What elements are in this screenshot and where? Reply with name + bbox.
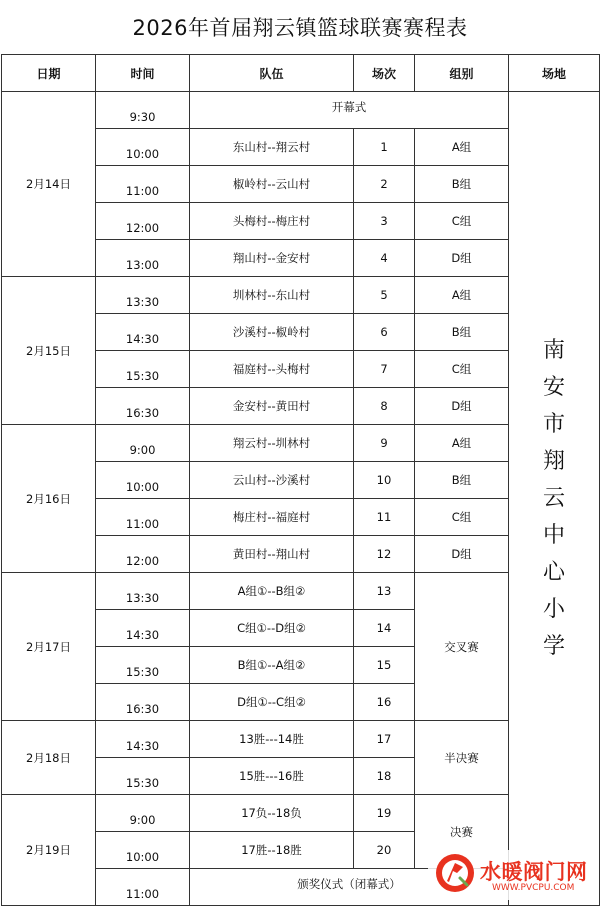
teams-cell: 翔云村--圳林村: [190, 425, 354, 462]
teams-cell: 东山村--翔云村: [190, 129, 354, 166]
time-cell: 9:30: [96, 92, 190, 129]
teams-cell: 17负--18负: [190, 795, 354, 832]
watermark: [428, 850, 598, 900]
teams-cell: 圳林村--东山村: [190, 277, 354, 314]
header-venue: 场地: [509, 55, 600, 92]
group-cell: B组: [415, 462, 509, 499]
round-cell: 16: [354, 684, 415, 721]
venue-char: 中: [542, 523, 565, 548]
time-cell: 14:30: [96, 721, 190, 758]
group-cell: C组: [415, 203, 509, 240]
ceremony-cell: 开幕式: [190, 92, 509, 129]
round-cell: 17: [354, 721, 415, 758]
group-cell: 决赛: [415, 795, 509, 869]
time-cell: 13:30: [96, 277, 190, 314]
header-round: 场次: [354, 55, 415, 92]
group-cell: D组: [415, 388, 509, 425]
header-teams: 队伍: [190, 55, 354, 92]
time-cell: 10:00: [96, 832, 190, 869]
venue-cell: [509, 92, 600, 906]
round-cell: 6: [354, 314, 415, 351]
header-date: 日期: [2, 55, 96, 92]
time-cell: 16:30: [96, 388, 190, 425]
venue-char: 小: [542, 597, 565, 622]
venue-char: 南: [542, 338, 565, 363]
round-cell: 9: [354, 425, 415, 462]
group-cell: D组: [415, 536, 509, 573]
header-time: 时间: [96, 55, 190, 92]
venue-char: 安: [542, 375, 565, 400]
group-cell: B组: [415, 166, 509, 203]
time-cell: 12:00: [96, 203, 190, 240]
round-cell: 1: [354, 129, 415, 166]
round-cell: 15: [354, 647, 415, 684]
teams-cell: 翔山村--金安村: [190, 240, 354, 277]
round-cell: 13: [354, 573, 415, 610]
teams-cell: 金安村--黄田村: [190, 388, 354, 425]
date-cell: 2月19日: [2, 795, 96, 906]
table-row: [2, 92, 600, 129]
pipe-logo-icon: [434, 852, 476, 894]
round-cell: 11: [354, 499, 415, 536]
time-cell: 15:30: [96, 758, 190, 795]
teams-cell: 13胜---14胜: [190, 721, 354, 758]
group-cell: C组: [415, 499, 509, 536]
time-cell: 11:00: [96, 166, 190, 203]
date-cell: 2月18日: [2, 721, 96, 795]
group-cell: C组: [415, 351, 509, 388]
round-cell: 18: [354, 758, 415, 795]
time-cell: 12:00: [96, 536, 190, 573]
round-cell: 5: [354, 277, 415, 314]
time-cell: 16:30: [96, 684, 190, 721]
time-cell: 11:00: [96, 499, 190, 536]
round-cell: 12: [354, 536, 415, 573]
time-cell: 9:00: [96, 795, 190, 832]
watermark-text: 水暖阀门网: [480, 860, 588, 884]
time-cell: 10:00: [96, 462, 190, 499]
round-cell: 20: [354, 832, 415, 869]
time-cell: 10:00: [96, 129, 190, 166]
watermark-url: WWW.PVCPU.COM: [492, 883, 575, 893]
group-cell: A组: [415, 277, 509, 314]
date-cell: 2月16日: [2, 425, 96, 573]
round-cell: 7: [354, 351, 415, 388]
time-cell: 14:30: [96, 610, 190, 647]
venue-char: 心: [542, 560, 565, 585]
header-group: 组别: [415, 55, 509, 92]
round-cell: 8: [354, 388, 415, 425]
round-cell: 19: [354, 795, 415, 832]
group-cell: D组: [415, 240, 509, 277]
venue-char: 云: [542, 486, 565, 511]
group-cell: 交叉赛: [415, 573, 509, 721]
teams-cell: 椒岭村--云山村: [190, 166, 354, 203]
time-cell: 11:00: [96, 869, 190, 906]
time-cell: 15:30: [96, 647, 190, 684]
round-cell: 2: [354, 166, 415, 203]
group-cell: A组: [415, 425, 509, 462]
page-title: 2026年首届翔云镇篮球联赛赛程表: [132, 16, 468, 40]
time-cell: 14:30: [96, 314, 190, 351]
teams-cell: D组①--C组②: [190, 684, 354, 721]
venue-char: 学: [542, 634, 565, 659]
group-cell: A组: [415, 129, 509, 166]
venue-char: 翔: [542, 449, 565, 474]
time-cell: 9:00: [96, 425, 190, 462]
header-row: [2, 55, 600, 92]
group-cell: 半决赛: [415, 721, 509, 795]
teams-cell: 云山村--沙溪村: [190, 462, 354, 499]
teams-cell: 头梅村--梅庄村: [190, 203, 354, 240]
teams-cell: 沙溪村--椒岭村: [190, 314, 354, 351]
teams-cell: B组①--A组②: [190, 647, 354, 684]
date-cell: 2月17日: [2, 573, 96, 721]
date-cell: 2月15日: [2, 277, 96, 425]
group-cell: B组: [415, 314, 509, 351]
round-cell: 3: [354, 203, 415, 240]
teams-cell: 黄田村--翔山村: [190, 536, 354, 573]
round-cell: 14: [354, 610, 415, 647]
time-cell: 15:30: [96, 351, 190, 388]
round-cell: 10: [354, 462, 415, 499]
round-cell: 4: [354, 240, 415, 277]
time-cell: 13:30: [96, 573, 190, 610]
schedule-table: [1, 54, 600, 906]
venue-char: 市: [542, 412, 565, 437]
time-cell: 13:00: [96, 240, 190, 277]
teams-cell: 福庭村--头梅村: [190, 351, 354, 388]
teams-cell: C组①--D组②: [190, 610, 354, 647]
teams-cell: 15胜---16胜: [190, 758, 354, 795]
teams-cell: A组①--B组②: [190, 573, 354, 610]
ceremony-cell: 颁奖仪式（闭幕式）: [190, 869, 509, 906]
date-cell: 2月14日: [2, 92, 96, 277]
teams-cell: 梅庄村--福庭村: [190, 499, 354, 536]
teams-cell: 17胜--18胜: [190, 832, 354, 869]
